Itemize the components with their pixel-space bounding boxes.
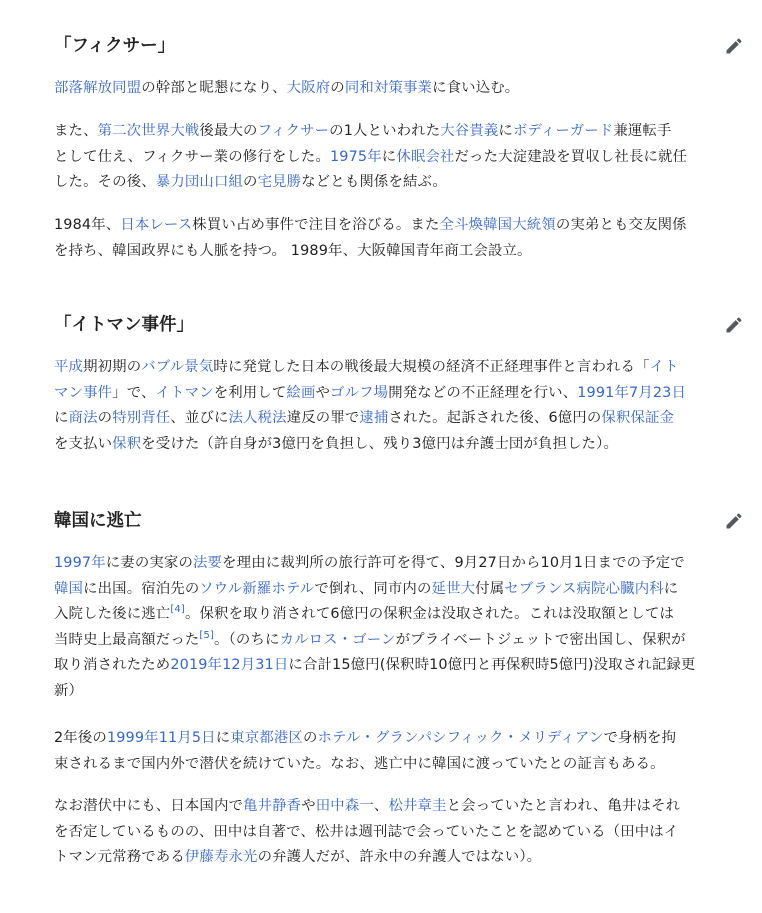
wiki-link[interactable]: 休眠会社 [396, 148, 455, 165]
text-run: で身柄を拘 [603, 730, 677, 746]
wiki-link[interactable]: 日本レース [120, 217, 193, 233]
text-line [54, 653, 695, 679]
text-run: を利用して [213, 384, 287, 401]
wiki-link[interactable]: 平成 [54, 359, 84, 375]
wiki-link[interactable]: ソウル新羅ホテル [199, 580, 315, 597]
wiki-link[interactable]: 全斗煥 [439, 217, 484, 233]
wiki-link[interactable]: フィクサー [257, 123, 330, 139]
paragraph [54, 726, 676, 777]
wiki-link[interactable]: 同和対策事業 [344, 80, 433, 96]
text-run: や [315, 384, 331, 401]
section-heading: 「イトマン事件」 [54, 315, 194, 335]
text-run: 新） [54, 682, 84, 699]
paragraph [54, 213, 687, 264]
paragraph [54, 119, 687, 196]
wiki-link[interactable]: 2019年 [170, 657, 223, 673]
wiki-link[interactable]: 1999年 [106, 730, 159, 746]
text-run: を持ち、韓国政界にも人脈を持つ。 1989年、大阪韓国青年商工会設立。 [54, 242, 532, 259]
text-run: 期初期の [83, 359, 142, 375]
text-line [54, 381, 686, 407]
wiki-link[interactable]: 暴力団 [155, 174, 200, 190]
text-run: に出国。宿泊先の [83, 580, 200, 597]
text-run: また、 [54, 123, 98, 139]
text-line [54, 551, 695, 577]
wiki-link[interactable]: 法人税法 [228, 410, 287, 426]
wiki-link[interactable]: 7月23日 [629, 384, 687, 401]
wiki-link[interactable]: 11月5日 [158, 730, 216, 746]
text-run: 、並びに [170, 410, 229, 426]
text-run: や [301, 798, 316, 814]
text-run: に [663, 580, 679, 597]
wiki-link[interactable]: セブランス病院 [504, 580, 606, 597]
section-heading: 韓国に逃亡 [54, 511, 142, 531]
text-line [54, 170, 687, 196]
wiki-link[interactable]: 伊藤寿永光 [184, 849, 258, 865]
wiki-link[interactable]: 1975年 [330, 148, 382, 165]
text-run: 兼運転手 [613, 123, 672, 139]
text-line [54, 119, 687, 145]
wiki-link[interactable]: 山口組 [199, 174, 244, 190]
wiki-link[interactable]: 韓国大統領 [483, 217, 556, 233]
wiki-link[interactable]: 1997年 [54, 555, 106, 571]
wiki-link[interactable]: イト [649, 359, 679, 375]
citation-link[interactable]: [4] [170, 604, 185, 616]
text-run: 付属 [475, 580, 505, 597]
wiki-link[interactable]: 田中森一 [315, 798, 374, 814]
text-run: の幹部と昵懇になり、 [141, 80, 287, 96]
section-flight-to-korea [54, 509, 744, 533]
text-run: の実弟とも交友関係 [555, 217, 687, 233]
section-heading: 「フィクサー」 [54, 36, 176, 56]
paragraph [54, 551, 695, 704]
wiki-link[interactable]: 亀井静香 [243, 798, 302, 814]
text-run: の1人といわれた [329, 123, 441, 139]
wiki-link[interactable]: 部落解放同盟 [54, 80, 142, 96]
text-run: 違反の罪で [286, 410, 360, 426]
wiki-link[interactable]: ホテル・グランパシフィック・メリディアン [317, 730, 604, 746]
wiki-link[interactable]: バブル景気 [141, 359, 214, 375]
wiki-link[interactable]: 松井章圭 [388, 798, 447, 814]
text-run: 開発などの不正経理を行い、 [388, 384, 578, 401]
text-line [54, 213, 687, 239]
text-run: を否定しているものの、田中は自著で、松井は週刊誌で会っていたことを認めている（田中はイ [54, 823, 679, 840]
text-run: として仕え、フィクサー業の修行をした。 [54, 148, 330, 165]
text-run: 時に発覚した日本の戦後最大規模の経済不正経理事件と言われる「 [213, 359, 650, 375]
text-run: に合計15億円(保釈時10億円と再保釈時5億円)没取され記録更 [288, 657, 696, 673]
text-run: などとも関係を結ぶ。 [301, 174, 447, 190]
text-run: 入院した後に逃亡 [54, 606, 171, 622]
wiki-link[interactable]: 港区 [273, 730, 303, 746]
text-run: の [302, 730, 318, 746]
text-run: に [381, 148, 397, 165]
wiki-link[interactable]: 大谷貴義 [440, 123, 499, 139]
section-itoman-incident [54, 313, 744, 337]
section-fixer [54, 34, 744, 58]
text-line [54, 794, 680, 820]
text-run: 」で、 [112, 384, 156, 401]
text-run: 束されるまで国内外で潜伏を続けていた。なお、逃亡中に韓国に渡っていたとの証言もある。 [54, 755, 665, 772]
text-run: を理由に裁判所の旅行許可を得て、9月27日から10月1日までの予定で [222, 555, 685, 571]
text-run: 。保釈を取り消されて6億円の保釈金は没取された。これは没取額としては [184, 606, 675, 622]
text-run: がプライベートジェットで密出国し、保釈が [395, 631, 686, 648]
wiki-link[interactable]: マン事件 [54, 384, 113, 401]
text-run: 当時史上最高額だった [54, 631, 200, 648]
text-line [54, 628, 695, 654]
paragraph [54, 76, 519, 102]
wiki-link[interactable]: 保釈 [112, 435, 142, 452]
text-run: なお潜伏中にも、日本国内で [54, 798, 244, 814]
text-run: の [97, 410, 113, 426]
paragraph [54, 794, 680, 871]
text-run: の [330, 80, 345, 96]
text-run: と会っていたと言われ、亀井はそれ [446, 798, 681, 814]
text-line [54, 406, 686, 432]
text-line [54, 679, 695, 705]
wiki-link[interactable]: ボディーガード [512, 123, 614, 139]
text-run: トマン元常務である [54, 849, 185, 865]
wiki-link[interactable]: 法要 [193, 555, 223, 571]
wiki-link[interactable]: カルロス・ゴーン [279, 631, 396, 648]
paragraph [54, 355, 686, 457]
wiki-link[interactable]: 逮捕 [359, 410, 389, 426]
edit-section-button[interactable] [722, 34, 746, 58]
text-line [54, 76, 519, 102]
text-line [54, 145, 687, 171]
text-run: 1984年、 [54, 217, 121, 233]
wiki-link[interactable]: 延世大 [431, 580, 476, 597]
wiki-link[interactable]: イトマン [155, 384, 214, 401]
text-line [54, 726, 676, 752]
text-run: に [215, 730, 231, 746]
text-line [54, 577, 695, 603]
text-run: だった大淀建設を買収し社長に就任 [454, 148, 688, 165]
text-line [54, 752, 676, 778]
edit-section-button[interactable] [722, 313, 746, 337]
wiki-link[interactable]: 心臓内科 [605, 580, 664, 597]
citation-link[interactable]: [5] [199, 629, 215, 641]
text-line [54, 845, 680, 871]
pencil-edit-icon [724, 36, 744, 56]
text-line [54, 432, 686, 458]
wiki-link[interactable]: 絵画 [286, 384, 316, 401]
text-line [54, 602, 695, 628]
wiki-link[interactable]: 韓国 [54, 580, 84, 597]
wiki-link[interactable]: 特別背任 [112, 410, 171, 426]
wiki-link[interactable]: 第二次世界大戦 [97, 123, 200, 139]
text-line [54, 355, 686, 381]
wiki-link[interactable]: 1991年 [577, 384, 630, 401]
text-run: 後最大の [199, 123, 258, 139]
text-run: 株買い占め事件で注目を浴びる。また [192, 217, 440, 233]
text-run: に [498, 123, 513, 139]
text-line [54, 820, 680, 846]
wiki-link[interactable]: 東京都 [230, 730, 274, 746]
pencil-edit-icon [724, 315, 744, 335]
text-run: に妻の実家の [105, 555, 194, 571]
text-run: された。起訴された後、6億円の [388, 410, 602, 426]
wiki-link[interactable]: 商法 [68, 410, 98, 426]
text-run: 取り消されたため [54, 657, 171, 673]
text-run: に食い込む。 [432, 80, 520, 96]
text-run: の [243, 174, 258, 190]
text-run: に [54, 410, 69, 426]
text-line [54, 239, 687, 265]
text-run: を支払い [54, 435, 113, 452]
text-run: の弁護人だが、許永中の弁護人ではない）。 [257, 849, 542, 865]
wiki-link[interactable]: 宅見勝 [257, 174, 302, 190]
text-run: を受けた（許自身が3億円を負担し、残り3億円は弁護士団が負担した）。 [141, 435, 618, 452]
text-run: 、 [373, 798, 389, 814]
text-run: 。（のちに [214, 631, 280, 648]
citation-ref[interactable] [170, 604, 185, 615]
wiki-link[interactable]: 12月31日 [222, 657, 289, 673]
text-run: 2年後の [54, 730, 107, 746]
pencil-edit-icon [724, 511, 744, 531]
text-run: で倒れ、同市内の [314, 580, 432, 597]
citation-ref[interactable] [199, 630, 214, 641]
text-run: した。その後、 [54, 174, 156, 190]
wiki-link[interactable]: 保釈保証金 [601, 410, 675, 426]
edit-section-button[interactable] [722, 509, 746, 533]
wiki-link[interactable]: 大阪府 [286, 80, 331, 96]
wiki-link[interactable]: ゴルフ場 [330, 384, 389, 401]
